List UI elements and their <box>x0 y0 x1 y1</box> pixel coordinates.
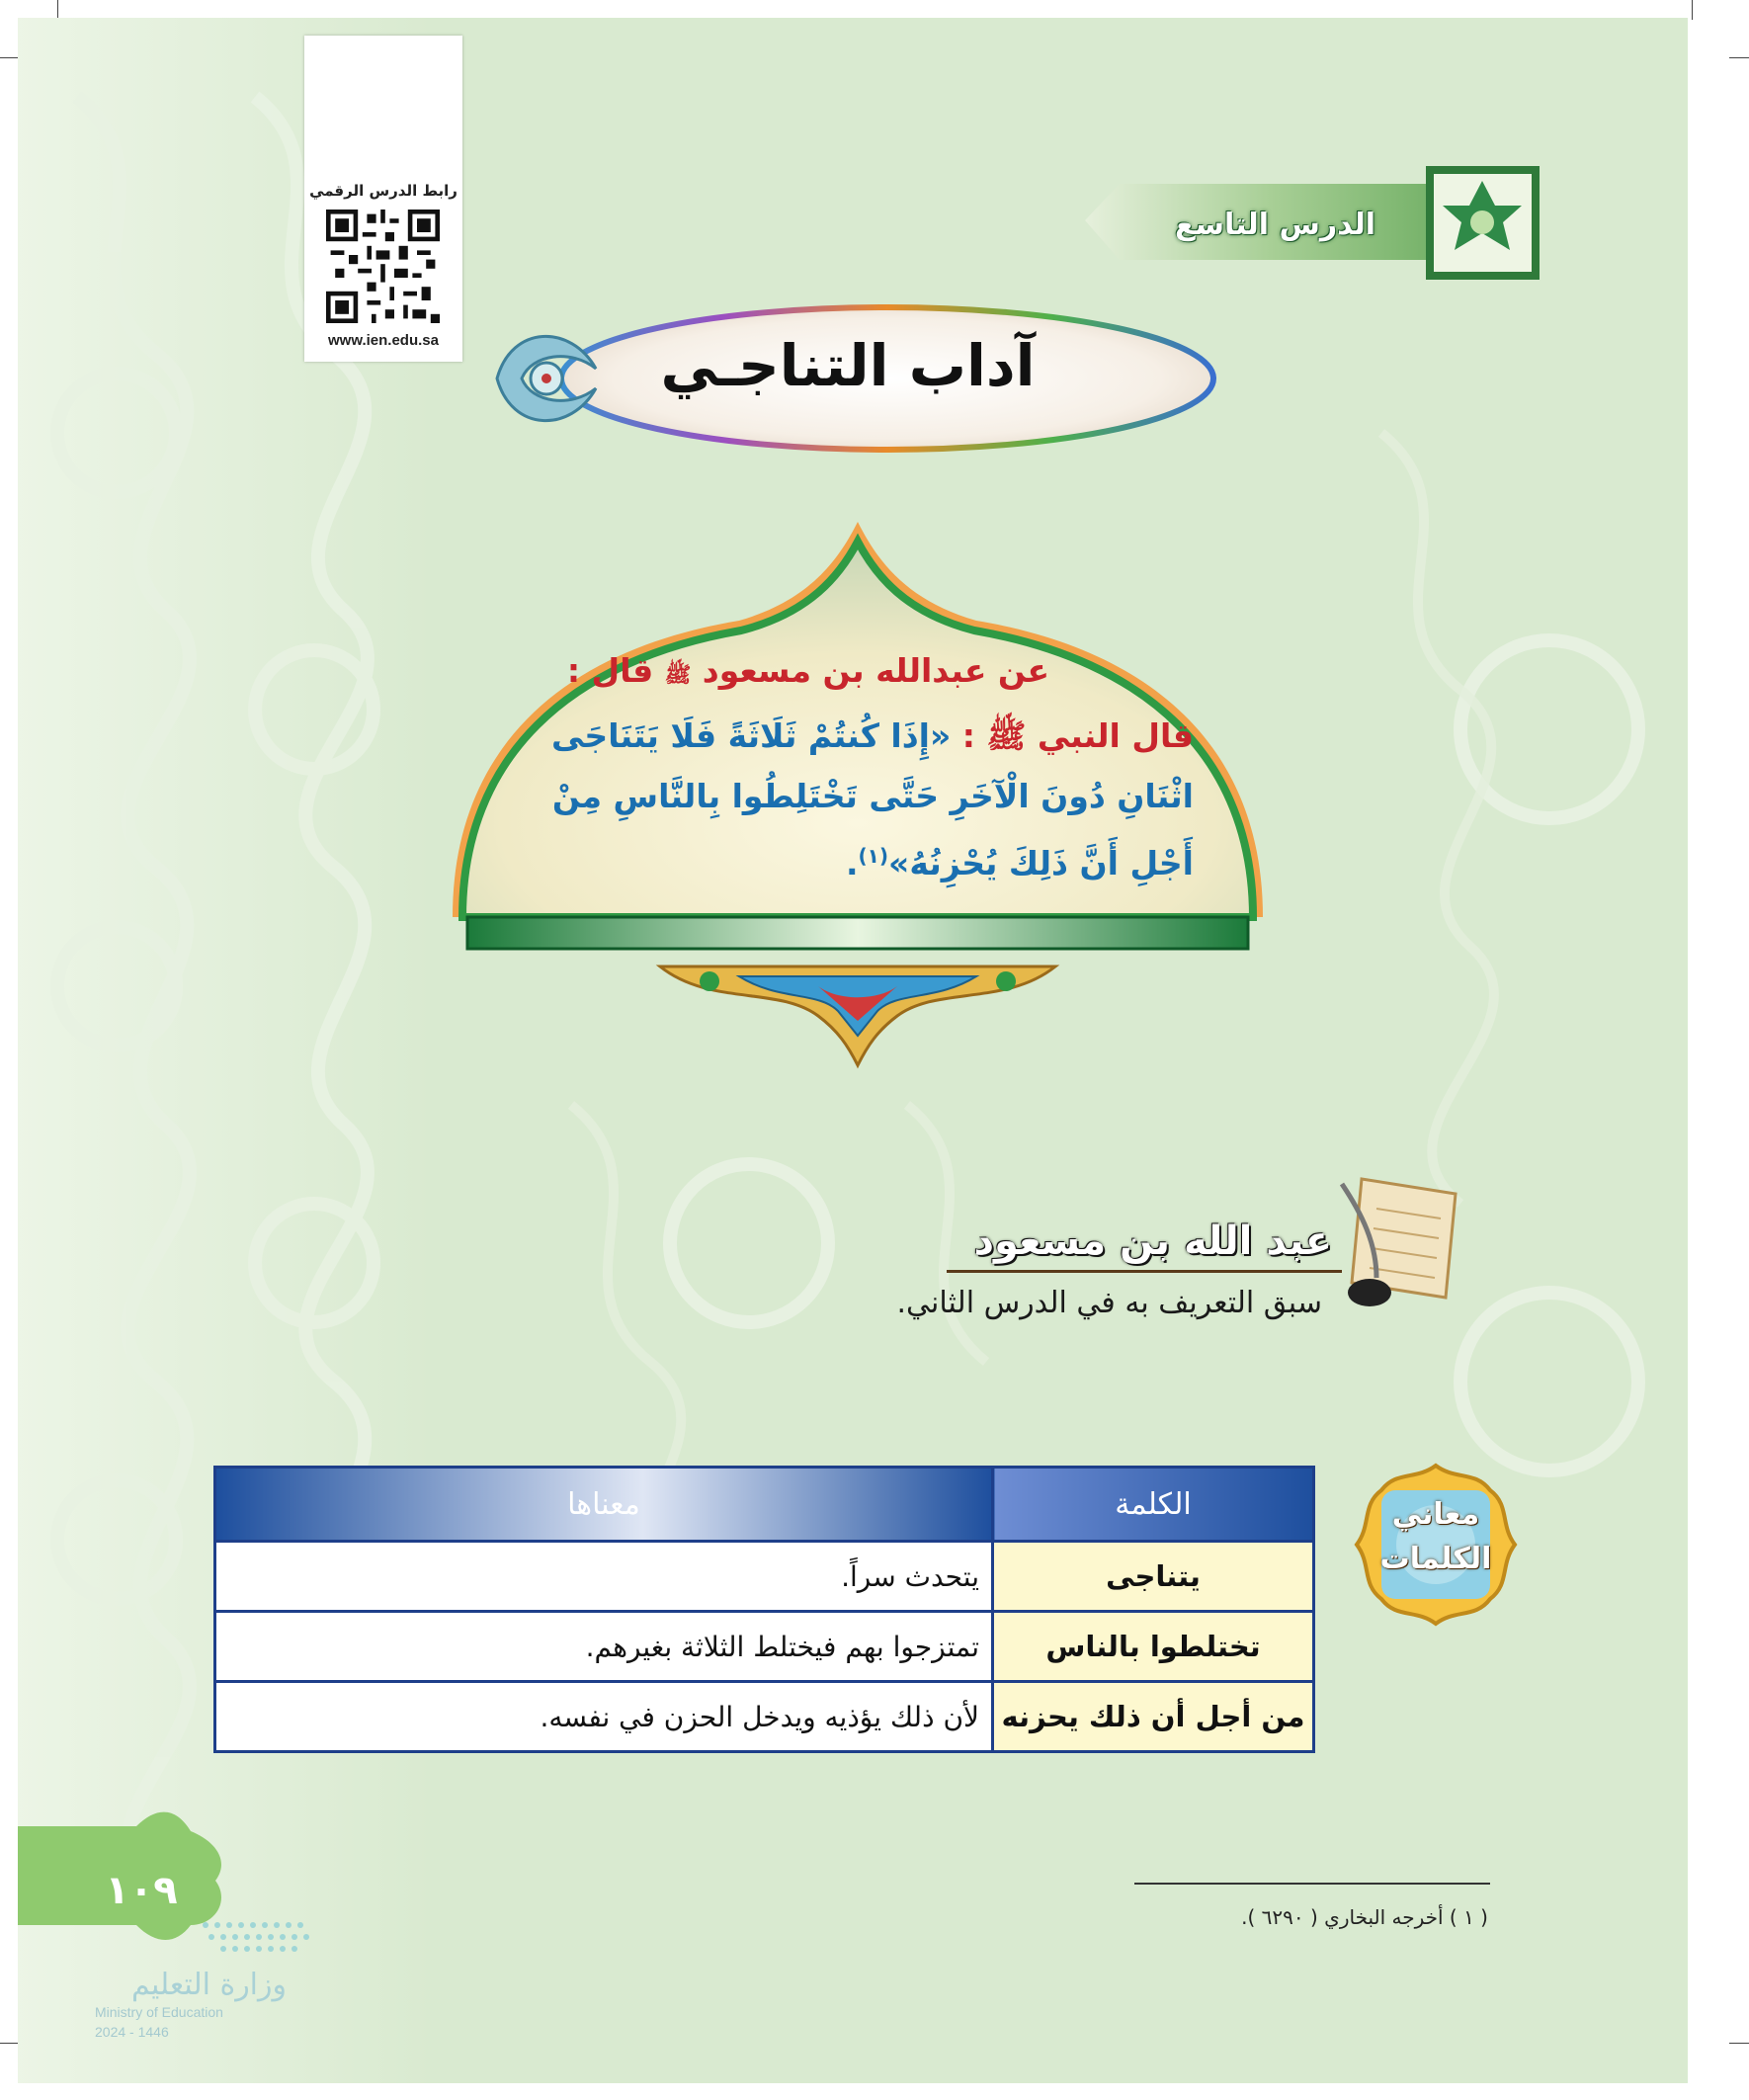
hadith-intro <box>512 640 1194 706</box>
header-word: الكلمة <box>993 1468 1314 1542</box>
crop-mark <box>1729 2043 1749 2044</box>
footnote-marker: (١) <box>858 844 889 868</box>
digital-lesson-card <box>304 36 462 362</box>
table-header-row <box>215 1468 1314 1542</box>
hadith-said-red: قال : <box>566 651 654 690</box>
vocabulary-table <box>213 1466 1315 1753</box>
crop-mark <box>1692 0 1693 20</box>
badge-text-line1: معاني <box>1391 1497 1480 1532</box>
footnote: ( ١ ) أخرجه البخاري ( ٦٢٩٠ ). <box>1241 1905 1488 1929</box>
table-row <box>215 1682 1314 1752</box>
crop-mark <box>1729 57 1749 58</box>
narrator-name: عبد الله بن مسعود <box>973 1218 1332 1264</box>
word-cell: تختلطوا بالناس <box>993 1612 1314 1682</box>
badge-text-line2: الكلمات <box>1379 1542 1492 1576</box>
table-row <box>215 1612 1314 1682</box>
crop-mark <box>0 2043 20 2044</box>
qr-url[interactable]: www.ien.edu.sa <box>328 332 439 349</box>
hadith-quote: «إِذَا كُنتُمْ ثَلَاثَةً فَلَا يَتَنَاجَى اثْنَانِ دُونَ الْآخَرِ حَتَّى تَخْتَلِطُوا بِالنَّاسِ مِنْ أَجْلِ أَنَّ ذَلِكَ يُحْزِنُهُ» <box>551 716 1194 882</box>
ministry-logo-icon <box>196 1915 324 1965</box>
hadith-end: . <box>845 844 859 882</box>
word-cell: يتناجى <box>993 1542 1314 1612</box>
hadith-body <box>512 706 1194 893</box>
ministry-year: 2024 - 1446 <box>95 2024 169 2040</box>
page-number: ١٠٩ <box>105 1868 178 1913</box>
honorific-icon: ﷺ <box>664 663 692 688</box>
lesson-label: الدرس التاسع <box>1174 208 1376 242</box>
meaning-cell: يتحدث سراً. <box>215 1542 993 1612</box>
scroll-quill-icon <box>1322 1164 1470 1312</box>
meaning-cell: لأن ذلك يؤذيه ويدخل الحزن في نفسه. <box>215 1682 993 1752</box>
ministry-name-ar: وزارة التعليم <box>130 1968 287 2002</box>
narrator-underline <box>947 1270 1342 1273</box>
crop-mark <box>0 57 20 58</box>
meaning-cell: تمتزجوا بهم فيختلط الثلاثة بغيرهم. <box>215 1612 993 1682</box>
prophet-said-red: قال النبي ﷺ : <box>961 716 1194 755</box>
crop-mark <box>57 0 58 20</box>
textbook-page <box>18 18 1688 2083</box>
hadith-text <box>512 640 1194 893</box>
narrator-description: سبق التعريف به في الدرس الثاني. <box>896 1286 1322 1320</box>
qr-label: رابط الدرس الرقمي <box>309 182 458 200</box>
word-cell: من أجل أن ذلك يحزنه <box>993 1682 1314 1752</box>
footnote-separator <box>1134 1883 1490 1885</box>
qr-code-icon[interactable] <box>326 210 440 323</box>
lesson-title: آداب التناجـي <box>660 332 1036 399</box>
header-meaning: معناها <box>215 1468 993 1542</box>
ministry-name-en: Ministry of Education <box>95 2004 223 2020</box>
hadith-narrator-red: عن عبدالله بن مسعود <box>702 651 1050 690</box>
table-row <box>215 1542 1314 1612</box>
